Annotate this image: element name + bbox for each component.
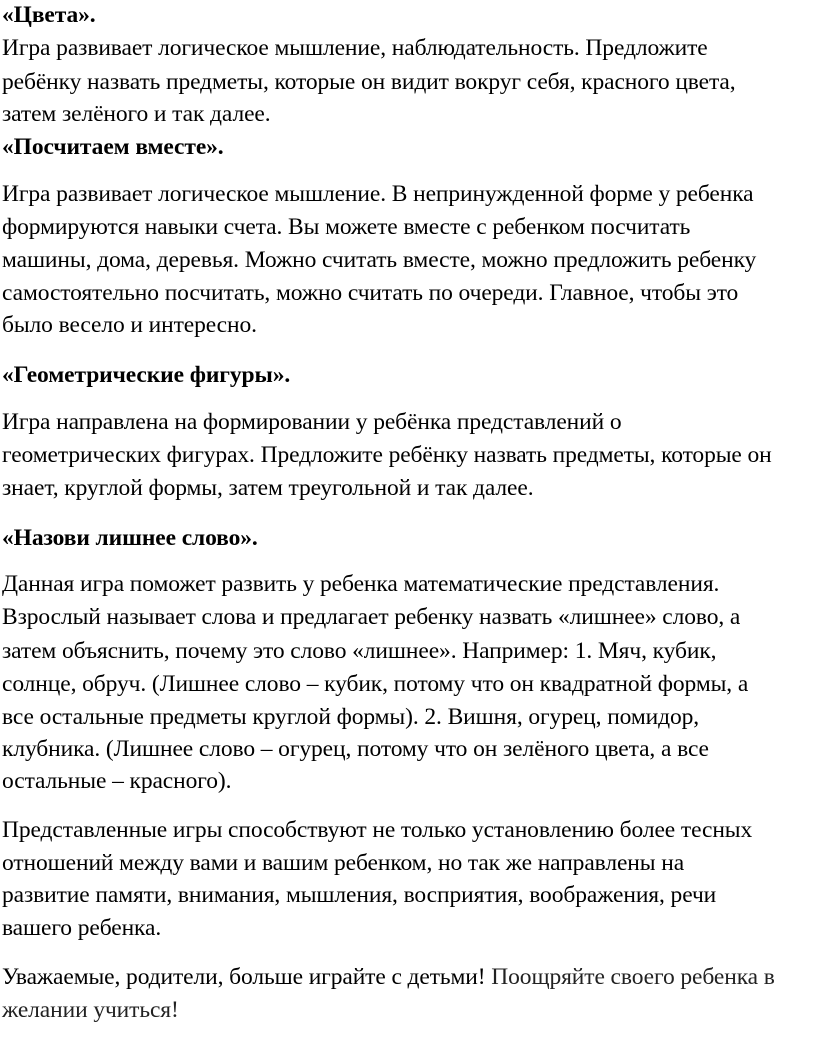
paragraph-line: солнце, обруч. (Лишнее слово – кубик, потому что он квадратной формы, а — [2, 671, 749, 697]
paragraph-line: клубника. (Лишнее слово – огурец, потому что он зелёного цвета, а все — [2, 736, 709, 762]
section-heading: «Назови лишнее слово». — [2, 525, 258, 551]
closing-line — [2, 962, 775, 992]
paragraph-line: Игра развивает логическое мышление, наблюдательность. Предложите — [2, 35, 708, 61]
closing-line-2: желании учиться! — [2, 997, 179, 1023]
section-heading: «Цвета». — [2, 2, 96, 28]
paragraph-line: формируются навыки счета. Вы можете вместе с ребенком посчитать — [2, 214, 691, 240]
paragraph-line: Взрослый называет слова и предлагает ребенку назвать «лишнее» слово, а — [2, 604, 741, 630]
closing-text-1: Уважаемые, родители, больше играйте с детьми! — [2, 964, 486, 990]
paragraph-line: геометрических фигурах. Предложите ребёнку назвать предметы, которые он — [2, 442, 772, 468]
paragraph-line: развитие памяти, внимания, мышления, восприятия, воображения, речи — [2, 882, 717, 908]
closing-text-2: Поощряйте своего ребенка в — [485, 964, 775, 990]
paragraph-line: Игра развивает логическое мышление. В непринужденной форме у ребенка — [2, 181, 754, 207]
paragraph-line: затем зелёного и так далее. — [2, 101, 271, 127]
paragraph-line: остальные – красного). — [2, 768, 232, 794]
paragraph-line: ребёнку назвать предметы, которые он видит вокруг себя, красного цвета, — [2, 69, 736, 95]
paragraph-line: машины, дома, деревья. Можно считать вместе, можно предложить ребенку — [2, 247, 757, 273]
paragraph-line: Данная игра поможет развить у ребенка математические представления. — [2, 571, 720, 597]
paragraph-line: было весело и интересно. — [2, 312, 257, 338]
paragraph-line: знает, круглой формы, затем треугольной и так далее. — [2, 475, 534, 501]
paragraph-line: отношений между вами и вашим ребенком, но так же направлены на — [2, 850, 685, 876]
section-heading: «Геометрические фигуры». — [2, 362, 291, 388]
paragraph-line: Игра направлена на формировании у ребёнка представлений о — [2, 409, 622, 435]
paragraph-line: вашего ребенка. — [2, 915, 162, 941]
section-heading: «Посчитаем вместе». — [2, 134, 224, 160]
paragraph-line: затем объяснить, почему это слово «лишнее». Например: 1. Мяч, кубик, — [2, 638, 717, 664]
paragraph-line: все остальные предметы круглой формы). 2. Вишня, огурец, помидор, — [2, 704, 700, 730]
paragraph-line: самостоятельно посчитать, можно считать по очереди. Главное, чтобы это — [2, 280, 739, 306]
paragraph-line: Представленные игры способствуют не только установлению более тесных — [2, 817, 753, 843]
